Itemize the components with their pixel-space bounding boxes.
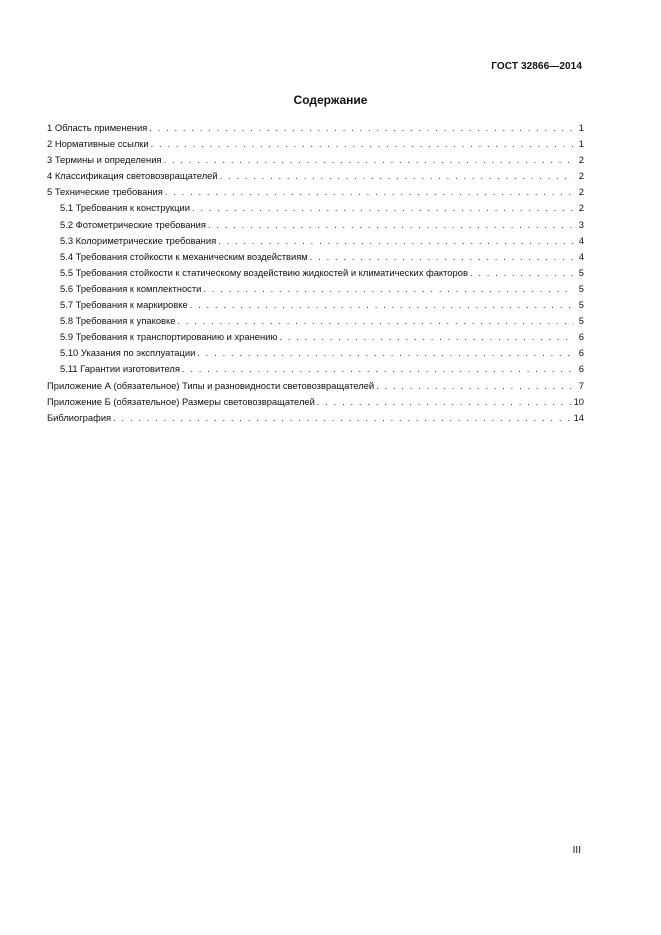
toc-entry-label: 5.9 Требования к транспортированию и хранению xyxy=(60,331,278,343)
toc-entry-label: 5.5 Требования стойкости к статическому воздействию жидкостей и климатических факторов xyxy=(60,266,468,278)
toc-entry-page: 4 xyxy=(578,234,584,246)
toc-entry-page: 1 xyxy=(578,122,584,133)
toc-leader-dots xyxy=(165,184,574,200)
toc-entry-page: 7 xyxy=(578,379,584,391)
toc-entry[interactable] xyxy=(47,378,584,394)
toc-entry-label: Приложение А (обязательное) Типы и разновидности световозвращателей xyxy=(47,379,375,391)
toc-entry[interactable] xyxy=(47,136,584,152)
toc-leader-dots xyxy=(190,297,574,313)
toc-entry-page: 2 xyxy=(578,170,584,182)
toc-subentry[interactable] xyxy=(47,233,584,249)
document-code: ГОСТ 32866—2014 xyxy=(491,61,582,72)
toc-leader-dots xyxy=(164,152,574,168)
toc-leader-dots xyxy=(310,249,574,265)
toc-subentry[interactable] xyxy=(47,313,584,329)
toc-entry-label: 5.1 Требования к конструкции xyxy=(60,202,190,214)
toc-entry-page: 3 xyxy=(578,218,584,230)
toc-entry-label: 5.6 Требования к комплектности xyxy=(60,282,202,294)
toc-entry-label: 5.4 Требования стойкости к механическим воздействиям xyxy=(60,250,308,262)
toc-entry-label: 5.7 Требования к маркировке xyxy=(60,299,188,311)
toc-subentry[interactable] xyxy=(47,361,584,377)
toc-leader-dots xyxy=(218,233,574,249)
toc-leader-dots xyxy=(317,394,572,410)
toc-leader-dots xyxy=(279,329,574,345)
toc-entry-label: Приложение Б (обязательное) Размеры световозвращателей xyxy=(47,395,315,407)
toc-leader-dots xyxy=(149,120,574,136)
toc-subentry[interactable] xyxy=(47,217,584,233)
toc-leader-dots xyxy=(220,168,574,184)
toc-subentry[interactable] xyxy=(47,345,584,361)
toc-subentry[interactable] xyxy=(47,200,584,216)
toc-entry-page: 5 xyxy=(578,315,584,327)
toc-entry-page: 6 xyxy=(578,331,584,343)
toc-leader-dots xyxy=(113,410,571,426)
toc-entry[interactable] xyxy=(47,410,584,426)
toc-entry-page: 2 xyxy=(578,154,584,166)
toc-title: Содержание xyxy=(293,93,368,107)
toc-entry-page: 1 xyxy=(578,138,584,150)
toc-entry-label: 5.3 Колориметрические требования xyxy=(60,234,217,246)
toc-leader-dots xyxy=(197,345,574,361)
toc-entry[interactable] xyxy=(47,120,584,136)
toc-leader-dots xyxy=(192,200,574,216)
toc-entry-label: Библиография xyxy=(47,411,112,423)
toc-subentry[interactable] xyxy=(47,281,584,297)
toc-entry-label: 2 Нормативные ссылки xyxy=(47,138,149,150)
toc-leader-dots xyxy=(208,217,574,233)
toc-subentry[interactable] xyxy=(47,297,584,313)
toc-entry[interactable] xyxy=(47,394,584,410)
toc-entry[interactable] xyxy=(47,184,584,200)
toc-entry-label: 5.8 Требования к упаковке xyxy=(60,315,176,327)
toc-entry-label: 3 Термины и определения xyxy=(47,154,162,166)
toc-entry-page: 14 xyxy=(573,411,584,423)
toc-leader-dots xyxy=(203,281,574,297)
toc-entry-page: 6 xyxy=(578,363,584,375)
toc-entry-page: 4 xyxy=(578,250,584,262)
toc-entry-page: 5 xyxy=(578,282,584,294)
toc-entry-label: 1 Область применения xyxy=(47,122,148,133)
table-of-contents xyxy=(47,120,584,426)
toc-entry-page: 2 xyxy=(578,202,584,214)
toc-entry-label: 5.11 Гарантии изготовителя xyxy=(60,363,180,375)
toc-entry[interactable] xyxy=(47,168,584,184)
page-number: III xyxy=(572,845,581,856)
toc-entry-page: 10 xyxy=(573,395,584,407)
toc-entry-page: 5 xyxy=(578,299,584,311)
toc-entry-page: 6 xyxy=(578,347,584,359)
toc-entry-label: 4 Классификация световозвращателей xyxy=(47,170,218,182)
toc-leader-dots xyxy=(470,265,574,281)
toc-leader-dots xyxy=(177,313,574,329)
toc-entry-label: 5.2 Фотометрические требования xyxy=(60,218,206,230)
toc-entry-page: 5 xyxy=(578,266,584,278)
toc-entry-label: 5.10 Указания по эксплуатации xyxy=(60,347,196,359)
toc-subentry[interactable] xyxy=(47,329,584,345)
toc-entry-page: 2 xyxy=(578,186,584,198)
toc-leader-dots xyxy=(376,378,574,394)
toc-entry-label: 5 Технические требования xyxy=(47,186,163,198)
toc-subentry[interactable] xyxy=(47,249,584,265)
toc-entry[interactable] xyxy=(47,152,584,168)
toc-subentry[interactable] xyxy=(47,265,584,281)
toc-leader-dots xyxy=(151,136,574,152)
toc-leader-dots xyxy=(182,361,574,377)
